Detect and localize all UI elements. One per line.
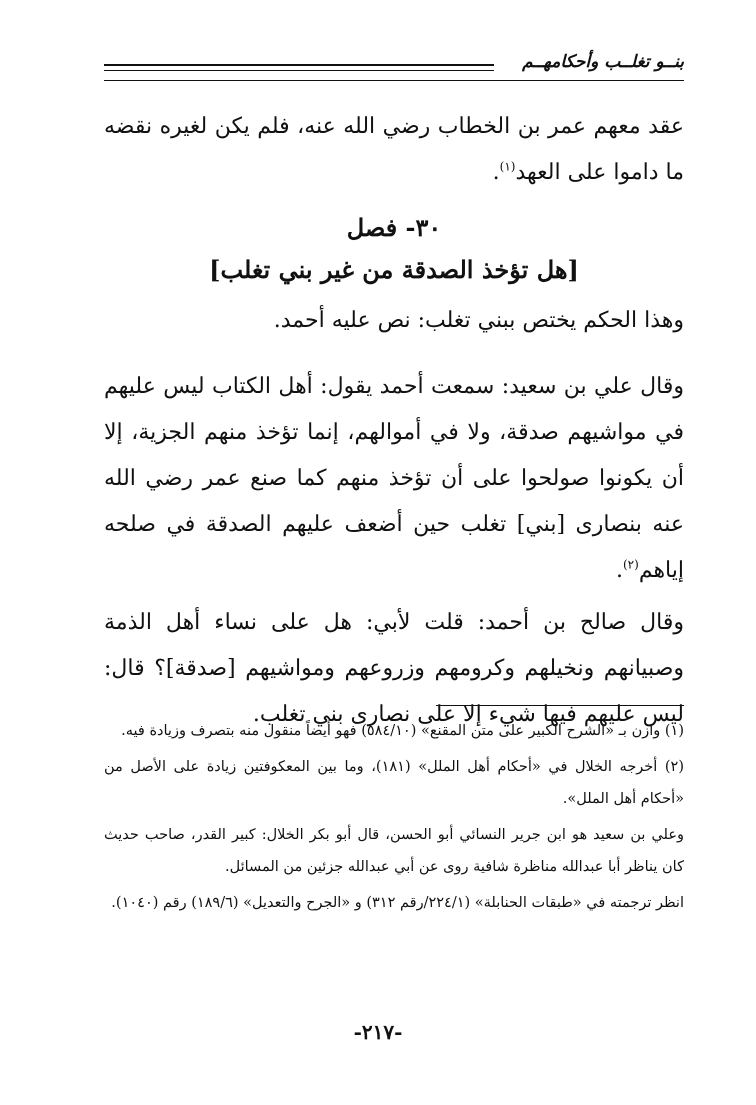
- main-text: [104, 104, 684, 738]
- paragraph-3: وقال صالح بن أحمد: قلت لأبي: هل على نساء أهل الذمة وصبيانهم ونخيلهم وكرومهم وزروعهم ومواشيهم [صدقة]؟ قال: ليس عليهم فيها شيء إلا على نصارى بني تغلب.: [104, 610, 684, 727]
- intro-paragraph: عقد معهم عمر بن الخطاب رضي الله عنه، فلم يكن لغيره نقضه ما داموا على العهد$^{(١)}$.: [104, 114, 684, 185]
- paragraph-1: وهذا الحكم يختص ببني تغلب: نص عليه أحمد.: [273, 308, 684, 333]
- section-title: [هل تؤخذ الصدقة من غير بني تغلب]: [209, 255, 579, 284]
- footnotes: [104, 715, 684, 923]
- footnote-2: (٢) أخرجه الخلال في «أحكام أهل الملل» (١٨١)، وما بين المعكوفتين زيادة على الأصل من «أحكام أهل الملل».: [104, 759, 684, 807]
- intro-paragraph-text: عقد معهم عمر بن الخطاب رضي الله عنه، فلم يكن لغيره نقضه ما داموا على العهد: [104, 114, 684, 185]
- header-rule: [104, 80, 684, 81]
- page-number: -٢١٧-: [353, 1020, 403, 1044]
- running-header: [104, 52, 684, 82]
- footnote-ref-1: (١): [499, 159, 516, 174]
- header-double-rule: [104, 64, 494, 71]
- paragraph-2-text: وقال علي بن سعيد: سمعت أحمد يقول: أهل الكتاب ليس عليهم في مواشيهم صدقة، ولا في أموالهم، إنما تؤخذ منهم الجزية، إلا أن يكونوا صولحوا على أن تؤخذ منهم كما صنع عمر رضي الله عنه بنصارى [بني] تغلب حين أضعف عليهم الصدقة في صلحه إياهم: [104, 374, 684, 583]
- footnote-ref-2: (٢): [622, 557, 639, 572]
- footnote-1: (١) وازن بـ «الشرح الكبير على متن المقنع» (٥٨٤/١٠) فهو أيضاً منقول منه بتصرف وزيادة فيه.: [121, 723, 684, 739]
- footnote-2-refs: انظر ترجمته في «طبقات الحنابلة» (٢٢٤/١/رقم ٣١٢) و «الجرح والتعديل» (١٨٩/٦) رقم (١٠٤٠).: [111, 895, 684, 911]
- section-number: ٣٠- فصل: [346, 213, 442, 242]
- paragraph-2: وقال علي بن سعيد: سمعت أحمد يقول: أهل الكتاب ليس عليهم في مواشيهم صدقة، ولا في أموالهم، إنما تؤخذ منهم الجزية، إلا أن يكونوا صولحوا على أن تؤخذ منهم كما صنع عمر رضي الله عنه بنصارى [بني] تغلب حين أضعف عليهم الصدقة في صلحه إياهم$^{(٢)}$.: [104, 374, 684, 583]
- footnote-separator: [436, 705, 684, 706]
- running-title: بنــو تغلــب وأحكامهــم: [522, 52, 684, 72]
- footnote-2-note: وعلي بن سعيد هو ابن جرير النسائي أبو الحسن، قال أبو بكر الخلال: كبير القدر، صاحب حديث كان يناظر أبا عبدالله مناظرة شافية روى عن أبي عبدالله جزئين من المسائل.: [104, 827, 684, 875]
